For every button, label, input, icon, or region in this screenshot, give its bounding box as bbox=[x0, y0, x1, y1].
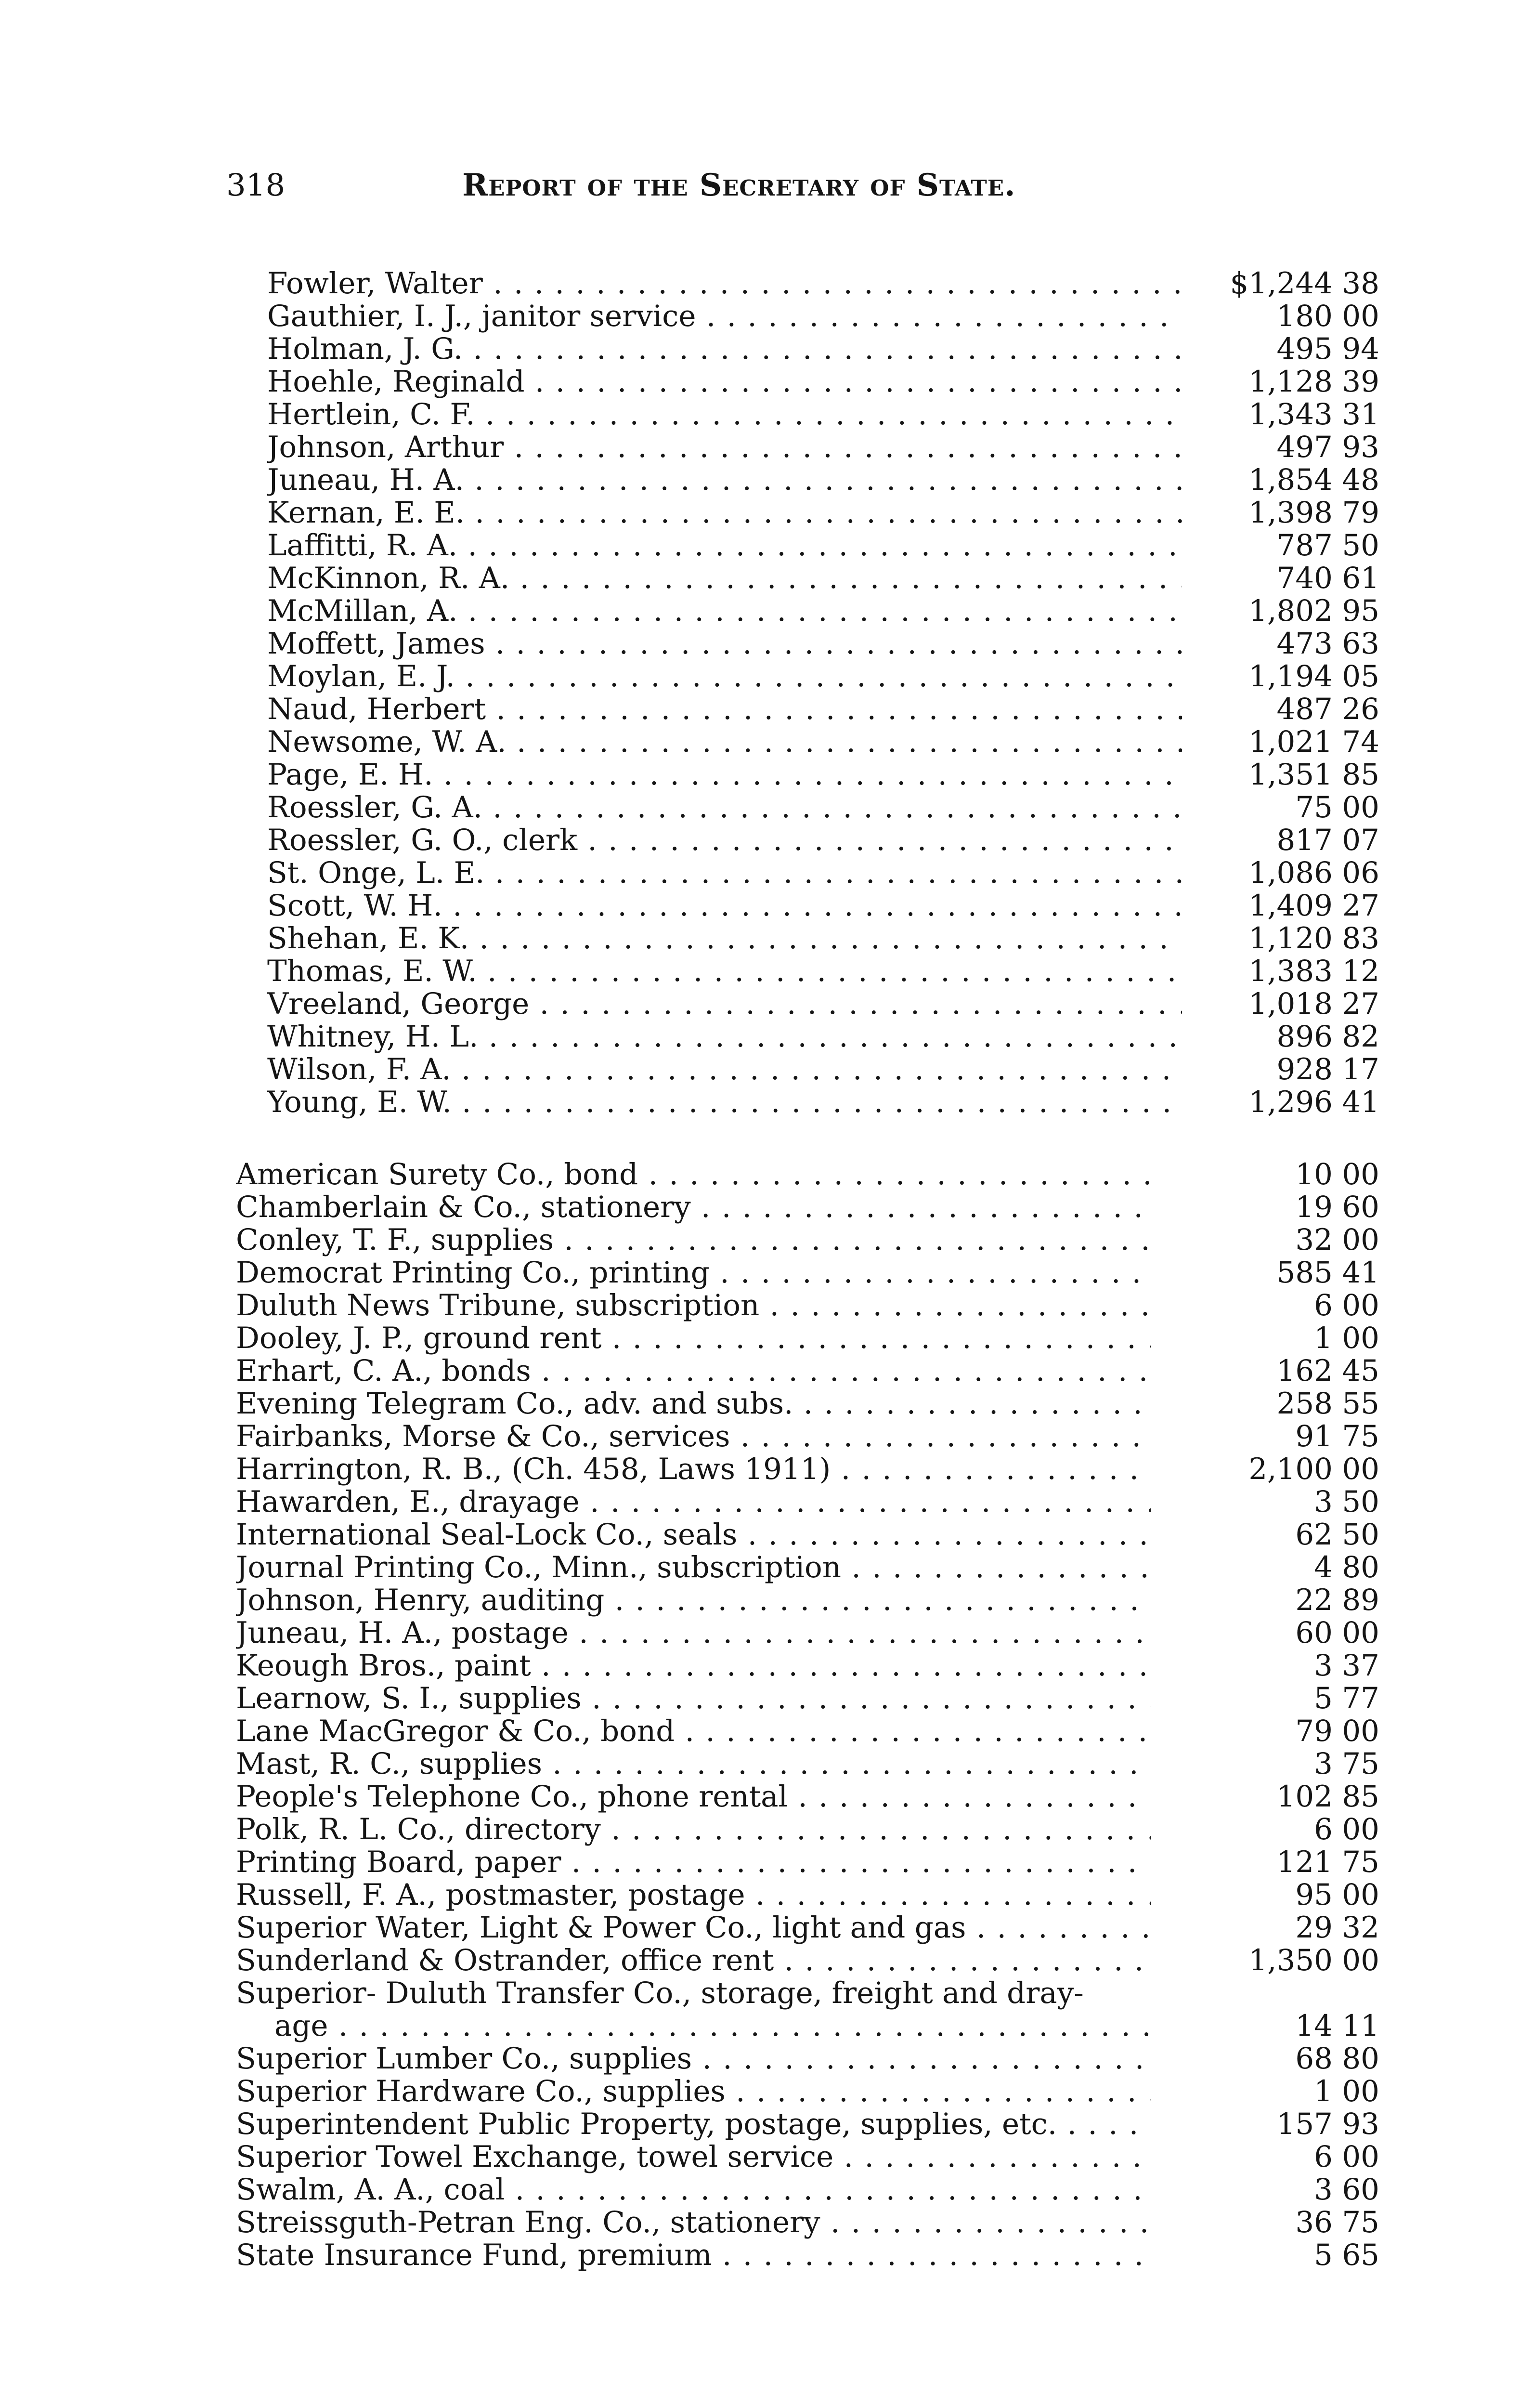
item-amount: 6 00 bbox=[1314, 1812, 1379, 1846]
item-name: Learnow, S. I., supplies . . . bbox=[236, 1682, 1151, 1715]
item-amount: 14 11 bbox=[1295, 2009, 1379, 2043]
list-item bbox=[236, 1420, 1379, 1453]
list-item bbox=[267, 464, 1379, 497]
list-item bbox=[267, 398, 1379, 431]
item-amount: 928 17 bbox=[1276, 1052, 1379, 1086]
item-name: Sunderland & Ostrander, office rent . . . bbox=[236, 1944, 1151, 1977]
item-amount: 1 00 bbox=[1314, 2074, 1379, 2108]
item-name: Erhart, C. A., bonds . . . bbox=[236, 1355, 1151, 1387]
item-name: Gauthier, I. J., janitor service . . . bbox=[267, 300, 1182, 333]
list-item bbox=[236, 1355, 1379, 1387]
item-amount: 3 50 bbox=[1314, 1485, 1379, 1519]
item-name: Juneau, H. A., postage . . . bbox=[236, 1617, 1151, 1649]
item-amount: 75 00 bbox=[1295, 790, 1379, 824]
item-name: Page, E. H. . . . bbox=[267, 759, 1182, 791]
item-name: Kernan, E. E. . . . bbox=[267, 497, 1182, 529]
item-amount: 1,854 48 bbox=[1248, 463, 1379, 497]
item-name: Holman, J. G. . . . bbox=[267, 333, 1182, 366]
item-name: Dooley, J. P., ground rent . . . bbox=[236, 1322, 1151, 1355]
list-item bbox=[267, 300, 1379, 333]
item-amount: $1,244 38 bbox=[1230, 266, 1379, 301]
item-name: Swalm, A. A., coal . . . bbox=[236, 2173, 1151, 2206]
list-item bbox=[267, 922, 1379, 955]
list-item bbox=[236, 1682, 1379, 1715]
item-name: Harrington, R. B., (Ch. 458, Laws 1911) . . . bbox=[236, 1453, 1151, 1486]
item-name: Duluth News Tribune, subscription . . . bbox=[236, 1289, 1151, 1322]
list-item bbox=[236, 1977, 1379, 2010]
list-item bbox=[236, 1813, 1379, 1846]
list-item bbox=[267, 857, 1379, 890]
item-name: Chamberlain & Co., stationery . . . bbox=[236, 1191, 1151, 1224]
item-amount: 29 32 bbox=[1295, 1911, 1379, 1945]
item-name: Scott, W. H. . . . bbox=[267, 890, 1182, 922]
list-item bbox=[236, 1518, 1379, 1551]
item-amount: 180 00 bbox=[1276, 299, 1379, 333]
item-name: Conley, T. F., supplies . . . bbox=[236, 1224, 1151, 1256]
list-item bbox=[236, 1649, 1379, 1682]
item-amount: 32 00 bbox=[1295, 1223, 1379, 1257]
list-item-continuation bbox=[236, 2010, 1379, 2042]
list-item bbox=[236, 1289, 1379, 1322]
item-amount: 4 80 bbox=[1314, 1550, 1379, 1584]
item-name: Democrat Printing Co., printing . . . bbox=[236, 1256, 1151, 1289]
item-name: Newsome, W. A. . . . bbox=[267, 726, 1182, 759]
list-item bbox=[236, 1911, 1379, 1944]
item-name: Superior- Duluth Transfer Co., storage, freight and dray- bbox=[236, 1977, 1084, 2010]
item-name: Wilson, F. A. . . . bbox=[267, 1053, 1182, 1086]
item-amount: 3 37 bbox=[1314, 1649, 1379, 1683]
item-name: Fairbanks, Morse & Co., services . . . bbox=[236, 1420, 1151, 1453]
list-item bbox=[267, 726, 1379, 759]
list-item bbox=[236, 1715, 1379, 1748]
item-name: Roessler, G. O., clerk . . . bbox=[267, 824, 1182, 857]
list-item bbox=[236, 1551, 1379, 1584]
list-item bbox=[267, 759, 1379, 791]
item-name: International Seal-Lock Co., seals . . . bbox=[236, 1518, 1151, 1551]
item-name: Juneau, H. A. . . . bbox=[267, 464, 1182, 497]
item-name: Superintendent Public Property, postage, supplies, etc. . . . bbox=[236, 2108, 1151, 2141]
employee-list bbox=[267, 267, 1379, 1119]
item-amount: 585 41 bbox=[1276, 1256, 1379, 1290]
item-amount: 1,018 27 bbox=[1248, 987, 1379, 1021]
item-amount: 10 00 bbox=[1295, 1157, 1379, 1191]
item-name: Vreeland, George . . . bbox=[267, 988, 1182, 1021]
list-item bbox=[267, 890, 1379, 922]
item-amount: 896 82 bbox=[1276, 1020, 1379, 1054]
item-name: Superior Lumber Co., supplies . . . bbox=[236, 2042, 1151, 2075]
item-name: St. Onge, L. E. . . . bbox=[267, 857, 1182, 890]
item-amount: 5 77 bbox=[1314, 1681, 1379, 1715]
item-name: Laffitti, R. A. . . . bbox=[267, 529, 1182, 562]
item-name-continued: age . . . bbox=[274, 2010, 1151, 2042]
list-item bbox=[236, 1780, 1379, 1813]
list-item bbox=[236, 1748, 1379, 1780]
item-amount: 1,120 83 bbox=[1248, 921, 1379, 955]
vendor-list bbox=[236, 1158, 1379, 2272]
item-amount: 1,343 31 bbox=[1248, 397, 1379, 432]
list-item bbox=[267, 529, 1379, 562]
item-amount: 6 00 bbox=[1314, 1288, 1379, 1322]
item-amount: 102 85 bbox=[1276, 1780, 1379, 1814]
item-amount: 1 00 bbox=[1314, 1321, 1379, 1355]
item-name: Roessler, G. A. . . . bbox=[267, 791, 1182, 824]
list-item bbox=[267, 267, 1379, 300]
list-item bbox=[267, 693, 1379, 726]
list-item bbox=[267, 988, 1379, 1021]
page-number: 318 bbox=[226, 168, 286, 203]
list-item bbox=[236, 2173, 1379, 2206]
item-amount: 1,194 05 bbox=[1248, 659, 1379, 694]
item-amount: 1,296 41 bbox=[1248, 1085, 1379, 1119]
item-name: Russell, F. A., postmaster, postage . . . bbox=[236, 1879, 1151, 1911]
item-amount: 36 75 bbox=[1295, 2205, 1379, 2239]
item-name: McKinnon, R. A. . . . bbox=[267, 562, 1182, 595]
list-item bbox=[267, 628, 1379, 660]
item-amount: 487 26 bbox=[1276, 692, 1379, 726]
item-amount: 817 07 bbox=[1276, 823, 1379, 857]
list-item bbox=[267, 431, 1379, 464]
item-name: Hoehle, Reginald . . . bbox=[267, 366, 1182, 398]
item-name: McMillan, A. . . . bbox=[267, 595, 1182, 628]
list-item bbox=[236, 2075, 1379, 2108]
item-amount: 91 75 bbox=[1295, 1419, 1379, 1453]
item-amount: 740 61 bbox=[1276, 561, 1379, 595]
list-item bbox=[267, 333, 1379, 366]
item-name: Mast, R. C., supplies . . . bbox=[236, 1748, 1151, 1780]
item-name: Superior Hardware Co., supplies . . . bbox=[236, 2075, 1151, 2108]
item-amount: 5 65 bbox=[1314, 2238, 1379, 2272]
item-amount: 1,350 00 bbox=[1248, 1943, 1379, 1977]
item-name: Shehan, E. K. . . . bbox=[267, 922, 1182, 955]
item-amount: 157 93 bbox=[1276, 2107, 1379, 2141]
item-amount: 162 45 bbox=[1276, 1354, 1379, 1388]
item-amount: 1,086 06 bbox=[1248, 856, 1379, 890]
list-item bbox=[236, 2108, 1379, 2141]
item-name: Streissguth-Petran Eng. Co., stationery . . . bbox=[236, 2206, 1151, 2239]
item-name: Keough Bros., paint . . . bbox=[236, 1649, 1151, 1682]
item-name: Hertlein, C. F. . . . bbox=[267, 398, 1182, 431]
list-item bbox=[236, 2239, 1379, 2272]
item-amount: 6 00 bbox=[1314, 2140, 1379, 2174]
item-name: Superior Water, Light & Power Co., light and gas . . . bbox=[236, 1911, 1151, 1944]
item-name: Naud, Herbert . . . bbox=[267, 693, 1182, 726]
list-item bbox=[236, 1453, 1379, 1486]
item-name: Printing Board, paper . . . bbox=[236, 1846, 1151, 1879]
item-amount: 1,409 27 bbox=[1248, 889, 1379, 923]
item-amount: 60 00 bbox=[1295, 1616, 1379, 1650]
list-item bbox=[267, 1086, 1379, 1119]
item-amount: 68 80 bbox=[1295, 2042, 1379, 2076]
list-item bbox=[267, 791, 1379, 824]
item-name: Moylan, E. J. . . . bbox=[267, 660, 1182, 693]
item-amount: 19 60 bbox=[1295, 1190, 1379, 1224]
list-item bbox=[236, 1387, 1379, 1420]
item-name: Young, E. W. . . . bbox=[267, 1086, 1182, 1119]
list-item bbox=[236, 1256, 1379, 1289]
list-item bbox=[236, 1191, 1379, 1224]
item-name: Thomas, E. W. . . . bbox=[267, 955, 1182, 988]
list-item bbox=[267, 955, 1379, 988]
item-amount: 497 93 bbox=[1276, 430, 1379, 464]
list-item bbox=[267, 660, 1379, 693]
item-amount: 258 55 bbox=[1276, 1387, 1379, 1421]
item-amount: 1,802 95 bbox=[1248, 594, 1379, 628]
item-amount: 2,100 00 bbox=[1248, 1452, 1379, 1486]
running-title: Report of the Secretary of State. bbox=[462, 167, 1016, 203]
item-name: Hawarden, E., drayage . . . bbox=[236, 1486, 1151, 1518]
item-name: People's Telephone Co., phone rental . . . bbox=[236, 1780, 1151, 1813]
item-amount: 495 94 bbox=[1276, 332, 1379, 366]
item-name: Journal Printing Co., Minn., subscription . . . bbox=[236, 1551, 1151, 1584]
list-item bbox=[236, 1158, 1379, 1191]
item-name: Johnson, Henry, auditing . . . bbox=[236, 1584, 1151, 1617]
item-amount: 3 75 bbox=[1314, 1747, 1379, 1781]
item-name: Lane MacGregor & Co., bond . . . bbox=[236, 1715, 1151, 1748]
item-name: State Insurance Fund, premium . . . bbox=[236, 2239, 1151, 2272]
item-name: Whitney, H. L. . . . bbox=[267, 1021, 1182, 1053]
list-item bbox=[236, 2206, 1379, 2239]
list-item bbox=[267, 824, 1379, 857]
list-item bbox=[236, 2042, 1379, 2075]
item-amount: 95 00 bbox=[1295, 1878, 1379, 1912]
list-item bbox=[236, 1846, 1379, 1879]
item-amount: 1,021 74 bbox=[1248, 725, 1379, 759]
item-name: Superior Towel Exchange, towel service . . . bbox=[236, 2141, 1151, 2173]
item-amount: 473 63 bbox=[1276, 627, 1379, 661]
list-item bbox=[236, 2141, 1379, 2173]
item-amount: 1,128 39 bbox=[1248, 365, 1379, 399]
list-item bbox=[267, 1021, 1379, 1053]
list-item bbox=[267, 1053, 1379, 1086]
list-item bbox=[236, 1322, 1379, 1355]
page-header bbox=[226, 164, 1189, 207]
item-amount: 62 50 bbox=[1295, 1518, 1379, 1552]
list-item bbox=[236, 1617, 1379, 1649]
item-name: Fowler, Walter . . . bbox=[267, 267, 1182, 300]
list-item bbox=[236, 1879, 1379, 1911]
item-amount: 1,383 12 bbox=[1248, 954, 1379, 988]
list-item bbox=[236, 1944, 1379, 1977]
item-amount: 22 89 bbox=[1295, 1583, 1379, 1617]
list-item bbox=[267, 562, 1379, 595]
list-item bbox=[267, 595, 1379, 628]
item-amount: 1,351 85 bbox=[1248, 758, 1379, 792]
item-name: Polk, R. L. Co., directory . . . bbox=[236, 1813, 1151, 1846]
item-amount: 121 75 bbox=[1276, 1845, 1379, 1879]
item-amount: 787 50 bbox=[1276, 528, 1379, 563]
item-name: American Surety Co., bond . . . bbox=[236, 1158, 1151, 1191]
item-name: Evening Telegram Co., adv. and subs. . . . bbox=[236, 1387, 1151, 1420]
list-item bbox=[267, 366, 1379, 398]
item-amount: 79 00 bbox=[1295, 1714, 1379, 1748]
item-name: Moffett, James . . . bbox=[267, 628, 1182, 660]
list-item bbox=[267, 497, 1379, 529]
item-name: Johnson, Arthur . . . bbox=[267, 431, 1182, 464]
list-item bbox=[236, 1224, 1379, 1256]
list-item bbox=[236, 1584, 1379, 1617]
item-amount: 3 60 bbox=[1314, 2172, 1379, 2207]
list-item bbox=[236, 1486, 1379, 1518]
item-amount: 1,398 79 bbox=[1248, 496, 1379, 530]
